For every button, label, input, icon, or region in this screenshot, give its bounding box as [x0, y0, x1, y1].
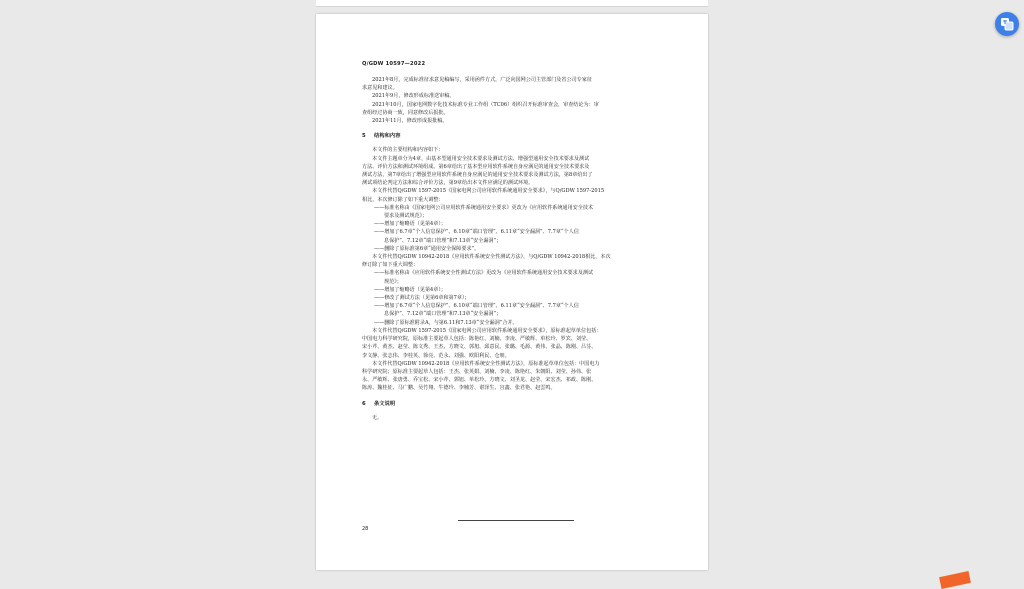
section5-line: 规范》；	[384, 278, 402, 285]
section-5-heading	[362, 132, 666, 140]
intro-line: 2021年11月，修改形成报批稿。	[372, 118, 448, 125]
section5-line: 测试项结论判定方法和综合评价方法，第9章给出本文件应满足的测试环境。	[362, 180, 534, 187]
section5-line: 本文件代替Q/GDW 1597-2015《国家电网公司应用软件系统通用安全要求》，与Q/GDW 1597-2015	[372, 188, 605, 195]
section5-line: 修订除了如下重大调整：	[362, 262, 419, 269]
section5-line: 要求及测试规范》；	[384, 213, 428, 220]
page-body	[362, 76, 666, 422]
section5-line: ——增加了缩略语（见第4章）；	[374, 286, 447, 293]
page-number: 28	[362, 526, 369, 532]
intro-line: 2021年8月，完成标准征求意见稿编写，采用函件方式，广泛向国网公司主管部门及省公司专家征	[372, 77, 592, 83]
previous-page-edge	[316, 0, 708, 7]
page-header: Q/GDW 10597—2022	[362, 61, 426, 67]
section5-line: 宋小芹、黄杰、赵莹、陈文秀、王杰、方晓文、郭旭、邱意民、张璐、毛源、黄伟、张晶、陈刚、吕芬、	[362, 344, 597, 351]
section5-line: ——标准名称由《国家电网公司应用软件系统通用安全要求》更改为《应用软件系统通用安全技术	[374, 204, 594, 211]
section5-line: ——删除了原标准附录A，与第6.11和7.13章“安全漏洞”合并。	[374, 319, 518, 326]
section-title: 结构和内容	[374, 133, 401, 140]
section-number: 5	[362, 133, 366, 140]
section5-line: ——删除了原标准第6章“通用安全保障要求”。	[374, 245, 480, 252]
section5-line: ——增加了缩略语（见第4章）；	[374, 221, 447, 228]
intro-line: 2021年9月，修改形成标准送审稿。	[372, 93, 455, 100]
section5-line: 本文件代替Q/GDW 10942-2018《应用软件系统安全性测试方法》，原标准起草单位包括：中国电力	[372, 360, 600, 367]
section5-line: 科学研究院；原标准主要起草人包括：王杰、张英娟、刘楠、李凌、陈艳红、朱朝阳、刘莹、孙伟、张	[362, 368, 592, 375]
section-title: 条文说明	[374, 400, 396, 407]
section-number: 6	[362, 400, 366, 407]
intro-line: 查组经过协商一致，同意修改后报批。	[362, 109, 449, 116]
section5-line: 李文静、张志伟、李桂英、徐亮、范永、刘强、欧阳利民、仓朋。	[362, 352, 510, 359]
section5-line: 本文件的主要结构和内容如下：	[372, 147, 444, 154]
section5-line: 陈涛、魏桂征、马广鹏、吴竹翔、牛德玲、李楠芳、谌泽生、宫鑫、张君艳、赵雲鸣。	[362, 385, 556, 392]
section5-line: 相比，本次修订除了如下重大调整：	[362, 196, 444, 203]
section5-line: ——标准名称由《应用软件系统安全性测试方法》更改为《应用软件系统通用安全技术要求及测试	[374, 270, 594, 277]
section5-line: 测试方法，第7章给出了增强型应用软件系统自身应满足的通用安全技术要求及测试方法，第8章给出了	[362, 172, 593, 179]
section5-line: ——增加了6.7章“个人信息保护”、6.10章“端口管理”、6.11章“安全漏洞”、7.7章“个人信	[374, 229, 579, 236]
section-6-heading	[362, 400, 666, 408]
translate-button[interactable]	[995, 12, 1019, 36]
corner-badge	[939, 571, 971, 589]
section6-text: 无。	[372, 414, 383, 421]
end-rule	[458, 520, 574, 521]
intro-line: 2021年10月，国家电网数字化技术标准专业工作组（TC06）组织召开标准审查会，审查结论为：审	[372, 101, 599, 108]
section5-line: 方法、评价方法和测试环境组成。第6章给出了基本型应用软件系统自身应满足的通用安全技术要求及	[362, 163, 590, 170]
document-page	[316, 14, 708, 570]
section5-line: 中国电力科学研究院，原标准主要起草人包括：陈艳红、刘楠、李凌、严敏辉、单松玲、罗宾、刘莹、	[362, 336, 592, 343]
section5-line: ——增加了6.7章“个人信息保护”、6.10章“端口管理”、6.11章“安全漏洞”、7.7章“个人信	[374, 303, 579, 310]
section5-line: 本文件代替Q/GDW 1597-2015《国家电网公司应用软件系统通用安全要求》，原标准起草单位包括：	[372, 327, 602, 334]
section5-line: ——修改了测试方法（见第6章和第7章）；	[374, 295, 470, 302]
section5-line: 本文件主题章分为4章，由基本型通用安全技术要求及测试方法、增强型通用安全技术要求及测试	[372, 155, 590, 162]
section5-line: 息保护”、7.12章“端口管理”和7.13章“安全漏洞”；	[384, 311, 502, 318]
section5-line: 本文件代替Q/GDW 10942-2018《应用软件系统安全性测试方法》，与Q/GDW 10942-2018相比，本次	[372, 254, 611, 261]
translate-icon	[1000, 17, 1014, 31]
section5-line: 息保护”、7.12章“端口管理”和7.13章“安全漏洞”；	[384, 237, 502, 244]
section5-line: 永、严敏辉、张唐勇、乔宝松、宋小芹、郭旭、单松玲、方晓文、刘圣龙、赵莹、宋宏杰、祁政、陈刚、	[362, 377, 597, 384]
intro-line: 求意见和建议。	[362, 85, 398, 92]
